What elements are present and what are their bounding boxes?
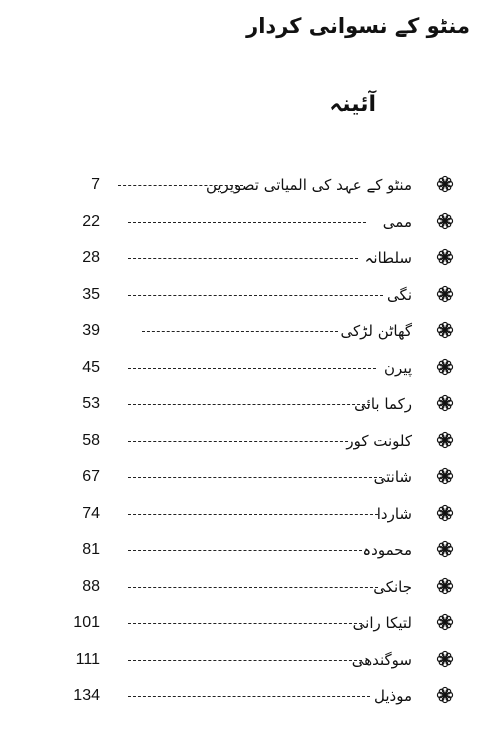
- toc-page-number: 88: [82, 577, 100, 595]
- toc-page-number: 28: [82, 249, 100, 266]
- toc-entry-title: لتیکا رانی: [352, 614, 412, 632]
- flower-bullet-icon: [436, 248, 454, 266]
- toc-row: [0, 318, 488, 348]
- flower-bullet-icon: [436, 431, 454, 449]
- toc-row: [0, 501, 488, 531]
- toc-entry-title: شانتی: [373, 468, 412, 486]
- dot-leader: [128, 258, 358, 259]
- toc-row: [0, 172, 488, 202]
- toc-row: [0, 391, 488, 421]
- dot-leader: [128, 368, 376, 369]
- dot-leader: [128, 623, 362, 624]
- toc-entry-title: محمودہ: [362, 541, 412, 559]
- flower-bullet-icon: [436, 394, 454, 412]
- toc-row: [0, 428, 488, 458]
- toc-row: [0, 464, 488, 494]
- flower-bullet-icon: [436, 285, 454, 303]
- dot-leader: [142, 331, 338, 332]
- flower-bullet-icon: [436, 175, 454, 193]
- dot-leader: [128, 696, 370, 697]
- flower-bullet-icon: [436, 613, 454, 631]
- dot-leader: [128, 514, 378, 515]
- toc-row: [0, 355, 488, 385]
- toc-title: آئینہ: [329, 92, 376, 117]
- toc-row: [0, 537, 488, 567]
- toc-row: [0, 245, 488, 275]
- toc-row: [0, 647, 488, 677]
- toc-entry-title: پیرن: [384, 358, 412, 377]
- toc-entry-title: ممی: [382, 212, 412, 231]
- flower-bullet-icon: [436, 504, 454, 522]
- toc-page-number: 35: [82, 285, 100, 303]
- toc-page-number: 39: [82, 322, 100, 339]
- flower-bullet-icon: [436, 358, 454, 376]
- toc-page-number: 7: [91, 176, 100, 193]
- toc-entry-title: سوگندھی: [351, 650, 412, 669]
- toc-entry-title: شاردا: [376, 504, 412, 523]
- toc-row: [0, 574, 488, 604]
- flower-bullet-icon: [436, 467, 454, 485]
- toc-row: [0, 610, 488, 640]
- running-head: منٹو کے نسوانی کردار: [246, 14, 470, 38]
- flower-bullet-icon: [436, 577, 454, 595]
- flower-bullet-icon: [436, 321, 454, 339]
- toc-page-number: 53: [82, 395, 100, 412]
- toc-page-number: 74: [82, 504, 100, 522]
- dot-leader: [128, 441, 348, 442]
- flower-bullet-icon: [436, 686, 454, 704]
- dot-leader: [128, 222, 366, 223]
- dot-leader: [128, 660, 362, 661]
- toc-entry-title: گھاٹن لڑکی: [340, 322, 412, 340]
- toc-page-number: 101: [73, 614, 100, 631]
- toc-entry-title: جانکی: [373, 577, 412, 596]
- flower-bullet-icon: [436, 650, 454, 668]
- toc-row: [0, 209, 488, 239]
- flower-bullet-icon: [436, 212, 454, 230]
- dot-leader: [128, 550, 362, 551]
- dot-leader: [128, 404, 370, 405]
- dot-leader: [118, 185, 243, 186]
- toc-row: [0, 282, 488, 312]
- toc-entry-title: سلطانہ: [364, 249, 412, 267]
- toc-page-number: 111: [75, 650, 100, 668]
- toc-entry-title: موذیل: [374, 687, 412, 705]
- toc-entry-title: کلونت کور: [346, 431, 412, 450]
- toc-entry-title: نگی: [387, 285, 412, 304]
- dot-leader: [128, 587, 378, 588]
- toc-row: [0, 683, 488, 713]
- dot-leader: [128, 477, 382, 478]
- toc-page-number: 81: [82, 541, 100, 558]
- toc-page-number: 134: [73, 687, 100, 704]
- toc-page-number: 67: [82, 468, 100, 485]
- toc-page-number: 58: [82, 431, 100, 449]
- dot-leader: [128, 295, 383, 296]
- toc-page-number: 22: [82, 212, 100, 230]
- toc-page-number: 45: [82, 358, 100, 376]
- toc-entry-title: رکما بائی: [354, 395, 412, 413]
- flower-bullet-icon: [436, 540, 454, 558]
- toc-entry-title: منٹو کے عہد کی المیاتی تصویریں: [205, 176, 412, 194]
